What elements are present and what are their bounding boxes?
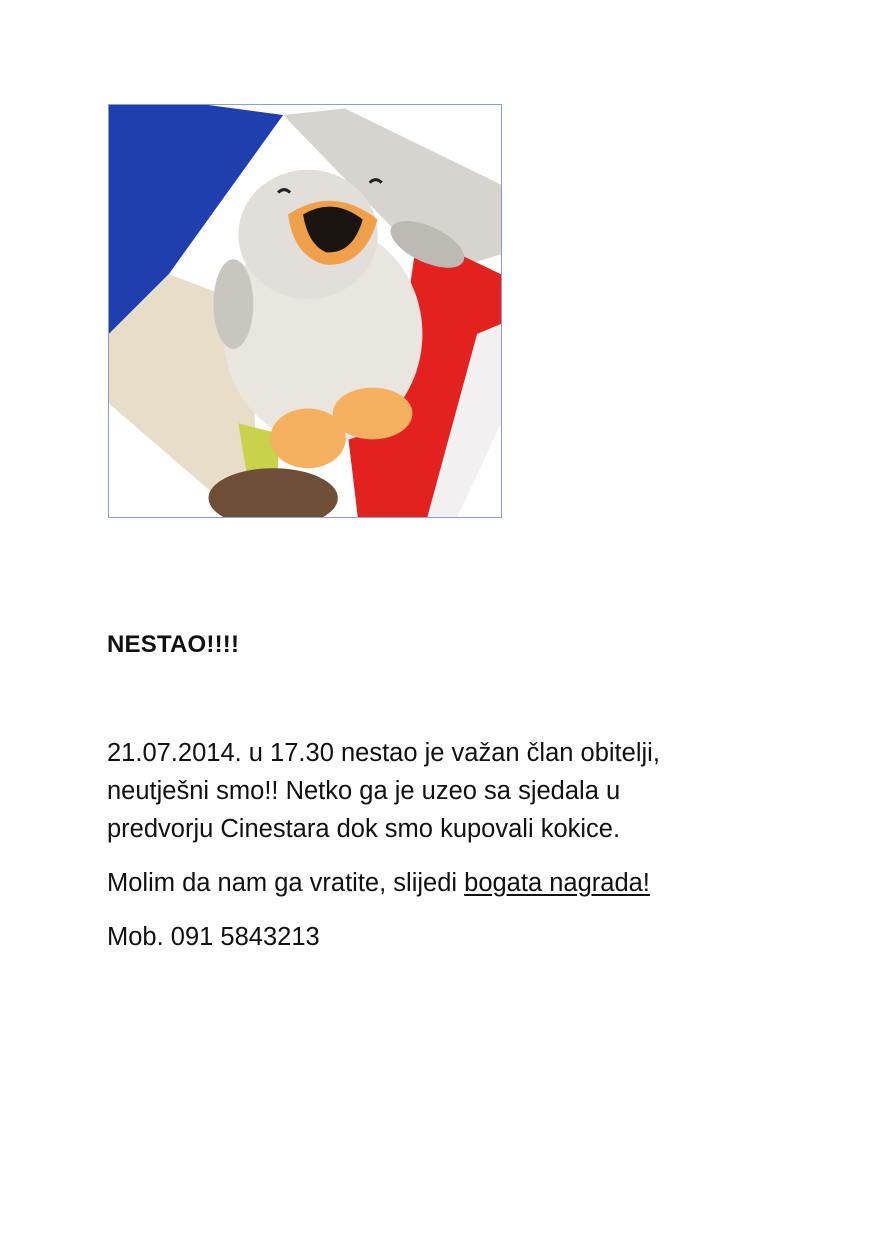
reward-link[interactable]: bogata nagrada! (464, 869, 650, 897)
plea-paragraph (107, 864, 807, 902)
penguin-photo-image (109, 105, 501, 517)
description-line-1: 21.07.2014. u 17.30 nestao je važan član obitelji, (107, 739, 660, 767)
description-line-2: neutješni smo!! Netko ga je uzeo sa sjedala u (107, 777, 621, 805)
description-line-3: predvorju Cinestara dok smo kupovali kokice. (107, 815, 621, 843)
phone-number: Mob. 091 5843213 (107, 923, 320, 951)
penguin-photo (108, 104, 502, 518)
page-title: NESTAO!!!! (107, 631, 240, 658)
plea-text: Molim da nam ga vratite, slijedi (107, 869, 465, 897)
description-paragraph (107, 734, 807, 848)
notice-body (107, 734, 807, 972)
